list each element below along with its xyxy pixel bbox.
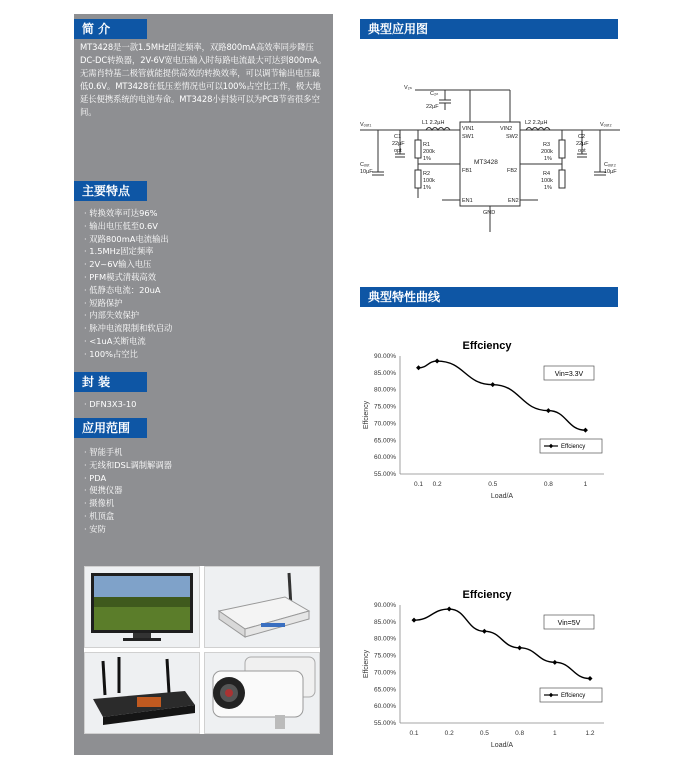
sw2-pin: SW2 [506,134,518,140]
list-item: · 短路保护 [84,297,172,310]
y-tick-label: 70.00% [373,420,396,428]
list-item: · PFM模式清载高效 [84,271,172,284]
r4-value: 100k [541,178,553,184]
features-heading: 主要特点 [74,181,147,201]
x-tick-label: 0.8 [543,481,553,488]
list-item: · 智能手机 [84,446,172,459]
l1-label: L1 2.2µH [422,120,445,126]
y-tick-label: 70.00% [373,669,396,677]
y-tick-label: 60.00% [373,703,396,711]
x-tick-label: 1 [552,730,557,737]
c1-value: 22µF [392,141,405,147]
y-tick-label: 75.00% [373,403,396,411]
data-point [412,618,417,623]
en2-pin: EN2 [508,198,519,204]
router-image [84,652,200,734]
r1-tol: 1% [423,156,431,162]
list-item: · PDA [84,472,172,485]
sw1-pin: SW1 [462,134,474,140]
chart-title: Effciency [462,340,512,352]
y-tick-label: 55.00% [373,471,396,478]
intro-heading: 简 介 [74,19,147,39]
c2-label: C2 [578,134,586,140]
list-item: · 1.5MHz固定频率 [84,245,172,258]
list-item: · 2V~6V输入电压 [84,258,172,271]
data-point [588,676,593,681]
list-item: · 输出电压低至0.6V [84,220,172,233]
y-tick-label: 75.00% [373,652,396,660]
y-tick-label: 90.00% [373,353,396,360]
y-axis-label: Effciency [363,649,370,679]
x-tick-label: 0.2 [444,730,454,737]
y-axis-label: Effciency [363,400,370,430]
list-item: · <1uA关断电流 [84,335,172,348]
list-item: · 脉冲电流限制和软启动 [84,322,172,335]
list-item: · 便携仪器 [84,484,172,497]
data-point [517,645,522,650]
data-point [546,408,551,413]
x-tick-label: 0.1 [409,730,419,737]
efficiency-chart-3v3 [356,334,618,504]
list-item: · 机顶盒 [84,510,172,523]
x-tick-label: 0.5 [488,481,498,488]
c1-note: opt [394,148,402,154]
intro-text: MT3428是一款1.5MHz固定频率，双路800mA高效率同步降压DC-DC转换器，2V-6V宽电压输入时每路电流最大可达到800mA。无需肖特基二极管就能提供高效的转换效率，可以调节输出电压最低0.6V。MT3428在低压差情况也可以100%占空比工作，极大地延长便携系统的电池寿命。MT3428小封装可以为PCB节省很多空间。 [80,42,327,117]
list-item: · 摄像机 [84,497,172,510]
data-point [583,428,588,433]
list-item: · 无线和DSL调制解调器 [84,459,172,472]
y-tick-label: 55.00% [373,720,396,727]
list-item: · 内部失效保护 [84,309,172,322]
r4-label: R4 [543,171,551,177]
modem-image [204,566,320,648]
y-tick-label: 80.00% [373,635,396,643]
package-list [84,398,136,411]
r3-tol: 1% [544,156,552,162]
legend-label: Effciency [561,693,586,699]
x-tick-label: 0.8 [515,730,525,737]
annotation-text: Vin=5V [557,620,581,627]
vout1-label: Vₒᵤₜ₁ [360,122,372,128]
vout2-label: Vₒᵤₜ₂ [600,122,612,128]
vin-label: V₂ₙ [404,85,412,91]
y-tick-label: 85.00% [373,618,396,626]
r4-tol: 1% [544,185,552,191]
r1-value: 200k [423,149,435,155]
x-tick-label: 1 [583,481,588,488]
x-tick-label: 1.2 [585,730,595,737]
legend-label: Effciency [561,444,586,450]
typical-app-heading: 典型应用图 [360,19,618,39]
chip-label: MT3428 [474,159,498,166]
fb1-pin: FB1 [462,168,473,174]
camera-image [204,652,320,734]
c1-label: C1 [394,134,402,140]
list-item: · 转换效率可达96% [84,207,172,220]
typical-curve-heading: 典型特性曲线 [360,287,618,307]
en1-pin: EN1 [462,198,473,204]
list-item: · 100%占空比 [84,348,172,361]
data-point [416,365,421,370]
efficiency-chart-5v [356,583,618,753]
list-item: · 安防 [84,523,172,536]
features-list [84,207,172,361]
application-circuit [360,74,620,244]
data-point [435,359,440,364]
product-photos [84,566,320,734]
cout2-label: Cₒᵤₜ₂ [604,162,616,168]
r2-value: 100k [423,178,435,184]
x-axis-label: Load/A [490,742,514,749]
fb2-pin: FB2 [507,168,518,174]
data-point [552,660,557,665]
y-tick-label: 85.00% [373,369,396,377]
r1-label: R1 [423,142,431,148]
list-item: · DFN3X3-10 [84,398,136,411]
data-point [490,382,495,387]
data-point [482,629,487,634]
x-tick-label: 0.5 [479,730,489,737]
x-tick-label: 0.1 [414,481,424,488]
l2-label: L2 2.2µH [525,120,548,126]
cin-value: 22µF [426,104,439,110]
cin-label: C₂ₙ [430,91,439,97]
vin2-pin: VIN2 [500,126,513,132]
r3-value: 200k [541,149,553,155]
data-point [447,607,452,612]
cout1-value: 10µF [360,169,373,175]
tv-image [84,566,200,648]
cout1-label: Cₒᵤₜ [360,162,370,168]
package-heading: 封 装 [74,372,147,392]
list-item: · 双路800mA电流输出 [84,233,172,246]
vin1-pin: VIN1 [462,126,475,132]
gnd-pin: GND [483,210,496,216]
annotation-text: Vin=3.3V [554,371,584,378]
cout2-value: 10µF [604,169,617,175]
y-tick-label: 65.00% [373,686,396,694]
list-item: · 低静态电流：20uA [84,284,172,297]
y-tick-label: 80.00% [373,386,396,394]
x-tick-label: 0.2 [432,481,442,488]
c2-value: 22µF [576,141,589,147]
r3-label: R3 [543,142,551,148]
y-tick-label: 65.00% [373,437,396,445]
y-tick-label: 90.00% [373,602,396,609]
applications-list [84,446,172,536]
r2-tol: 1% [423,185,431,191]
r2-label: R2 [423,171,431,177]
x-axis-label: Load/A [490,493,514,500]
chart-title: Effciency [462,589,512,601]
applications-heading: 应用范围 [74,418,147,438]
c2-note: opt [578,148,586,154]
y-tick-label: 60.00% [373,454,396,462]
